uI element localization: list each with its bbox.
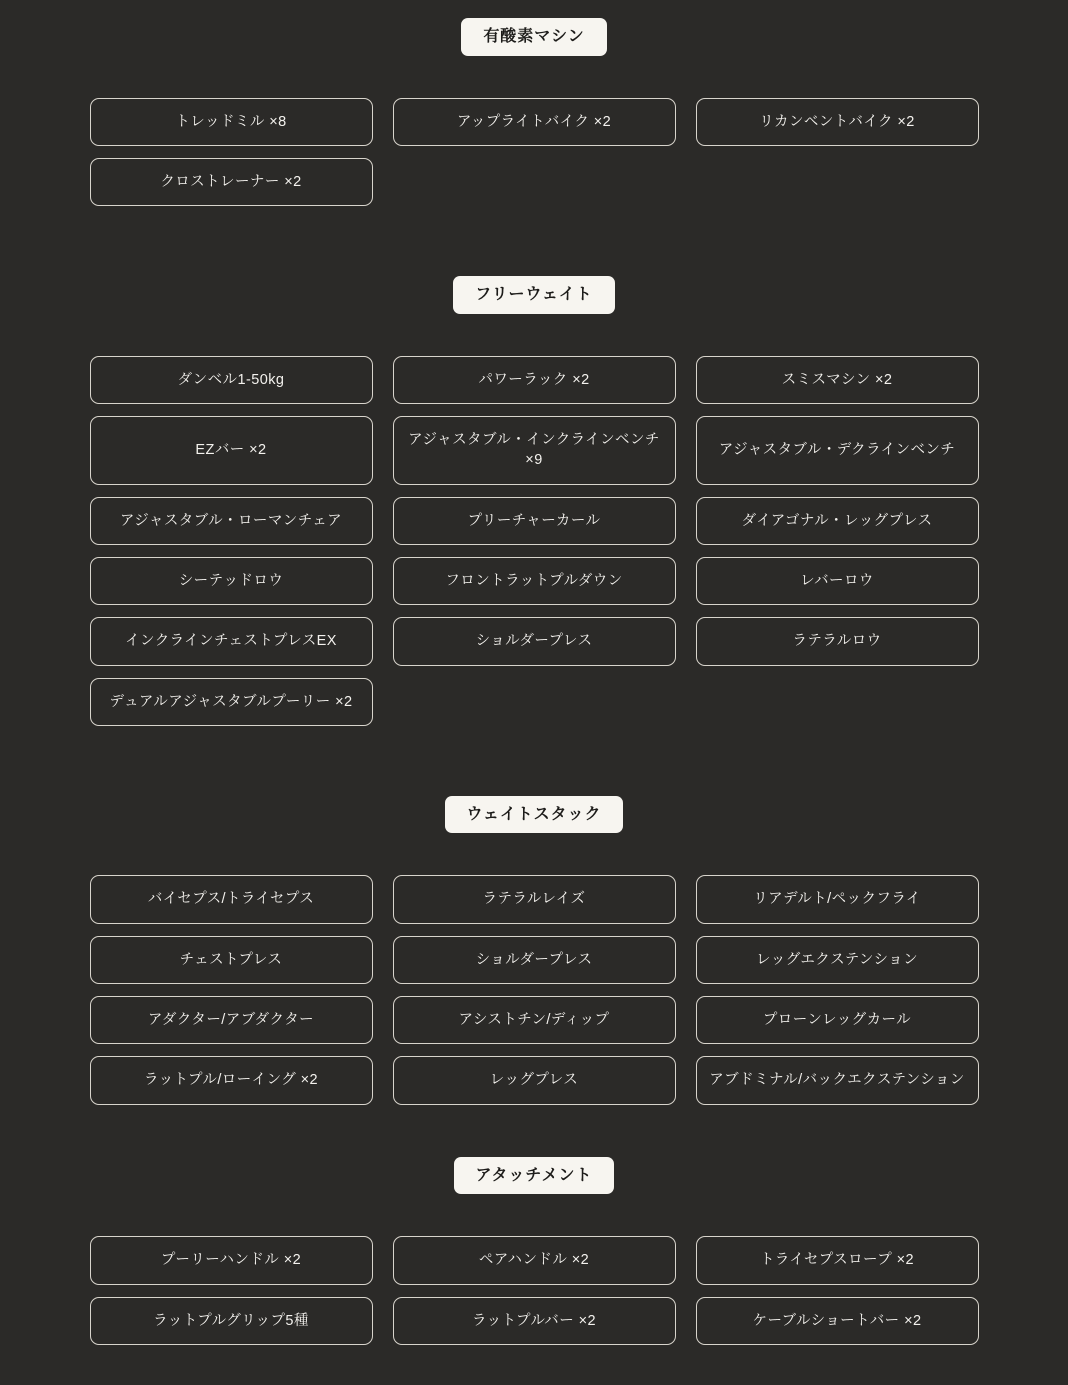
equipment-chip[interactable]: リカンベントバイク ×2 [696, 98, 979, 146]
equipment-chip[interactable]: インクラインチェストプレスEX [90, 617, 373, 665]
equipment-chip[interactable]: レッグプレス [393, 1056, 676, 1104]
equipment-chip[interactable]: ラテラルロウ [696, 617, 979, 665]
equipment-grid-free-weights [0, 356, 1068, 726]
equipment-grid-cardio [0, 98, 1068, 207]
equipment-chip[interactable]: レッグエクステンション [696, 936, 979, 984]
equipment-chip[interactable]: チェストプレス [90, 936, 373, 984]
equipment-chip[interactable]: レバーロウ [696, 557, 979, 605]
equipment-chip[interactable]: アシストチン/ディップ [393, 996, 676, 1044]
equipment-chip[interactable]: トレッドミル ×8 [90, 98, 373, 146]
section-attachments [0, 1157, 1068, 1345]
equipment-chip[interactable]: EZバー ×2 [90, 416, 373, 485]
equipment-chip[interactable]: プーリーハンドル ×2 [90, 1236, 373, 1284]
equipment-chip[interactable]: プローンレッグカール [696, 996, 979, 1044]
equipment-chip[interactable]: アダクター/アブダクター [90, 996, 373, 1044]
section-title-cardio: 有酸素マシン [461, 18, 606, 56]
equipment-chip[interactable]: ラットプルバー ×2 [393, 1297, 676, 1345]
equipment-chip[interactable]: ラットプル/ローイング ×2 [90, 1056, 373, 1104]
section-title-free-weights: フリーウェイト [453, 276, 614, 314]
equipment-chip[interactable]: ショルダープレス [393, 936, 676, 984]
equipment-chip[interactable]: ペアハンドル ×2 [393, 1236, 676, 1284]
equipment-grid-attachments [0, 1236, 1068, 1345]
section-title-attachments: アタッチメント [454, 1157, 615, 1195]
equipment-grid-weight-stack [0, 875, 1068, 1104]
equipment-chip[interactable]: ショルダープレス [393, 617, 676, 665]
equipment-chip[interactable]: リアデルト/ペックフライ [696, 875, 979, 923]
equipment-chip[interactable]: デュアルアジャスタブルプーリー ×2 [90, 678, 373, 726]
section-heading-wrap [0, 796, 1068, 834]
equipment-chip[interactable]: アブドミナル/バックエクステンション [696, 1056, 979, 1104]
section-heading-wrap [0, 276, 1068, 314]
equipment-chip[interactable]: プリーチャーカール [393, 497, 676, 545]
equipment-chip[interactable]: ダイアゴナル・レッグプレス [696, 497, 979, 545]
equipment-chip[interactable]: フロントラットプルダウン [393, 557, 676, 605]
equipment-chip[interactable]: アップライトバイク ×2 [393, 98, 676, 146]
equipment-chip[interactable]: シーテッドロウ [90, 557, 373, 605]
equipment-chip[interactable]: パワーラック ×2 [393, 356, 676, 404]
equipment-chip[interactable]: スミスマシン ×2 [696, 356, 979, 404]
section-title-weight-stack: ウェイトスタック [445, 796, 624, 834]
equipment-chip[interactable]: ラテラルレイズ [393, 875, 676, 923]
equipment-chip[interactable]: ラットプルグリップ5種 [90, 1297, 373, 1345]
equipment-chip[interactable]: アジャスタブル・ローマンチェア [90, 497, 373, 545]
equipment-chip[interactable]: クロストレーナー ×2 [90, 158, 373, 206]
equipment-chip[interactable]: トライセプスロープ ×2 [696, 1236, 979, 1284]
equipment-chip[interactable]: アジャスタブル・インクラインベンチ ×9 [393, 416, 676, 485]
equipment-chip[interactable]: ケーブルショートバー ×2 [696, 1297, 979, 1345]
section-free-weights [0, 276, 1068, 726]
section-heading-wrap [0, 18, 1068, 56]
section-weight-stack [0, 796, 1068, 1105]
equipment-chip[interactable]: ダンベル1-50kg [90, 356, 373, 404]
equipment-chip[interactable]: アジャスタブル・デクラインベンチ [696, 416, 979, 485]
section-heading-wrap [0, 1157, 1068, 1195]
section-cardio-machines [0, 18, 1068, 206]
equipment-chip[interactable]: バイセプス/トライセプス [90, 875, 373, 923]
